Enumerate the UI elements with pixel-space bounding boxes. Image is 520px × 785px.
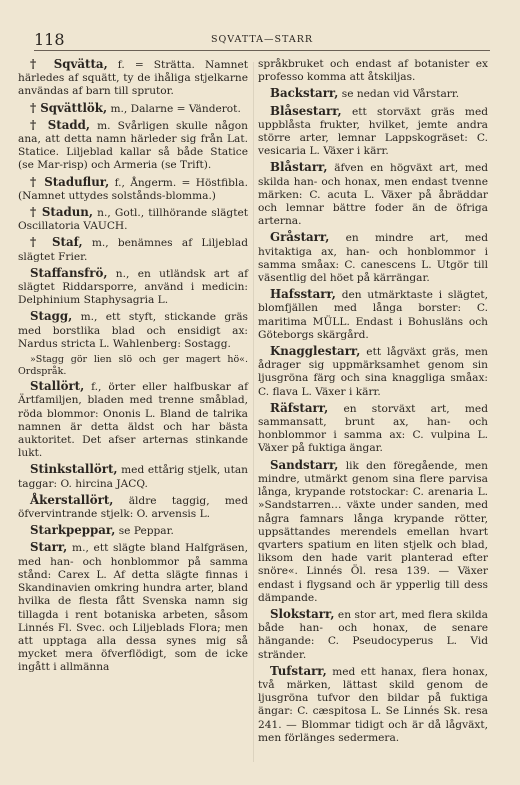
entry-text: m., benämnes af Liljeblad slägtet Frier. [18, 237, 248, 263]
dictionary-entry [258, 345, 488, 399]
dictionary-entry [18, 463, 248, 490]
entry-text: m., ett styft, stickande gräs med borstlika blad och ensidigt ax: Nardus stricta L. Wahlenberg: Sostagg. [18, 311, 248, 350]
dictionary-entry [18, 119, 248, 173]
entry-text: f., Ångerm. = Höstfibla. (Namnet uttydes solstånds-blomma.) [18, 176, 248, 202]
dictionary-entry [18, 267, 248, 308]
dictionary-entry [18, 494, 248, 521]
entry-text: äldre taggig, med öfvervintrande stjelk: O. arvensis L. [18, 494, 248, 521]
entry-text: f., örter eller halfbuskar af Ärtfamiljen, bladen med trenne småblad, röda blommor: Ononis L. Bland de talrika namnen är detta äldst och har bästa auktoritet. Det afser arternas stinkande lukt. [18, 381, 248, 460]
entry-text: f. = Strätta. Namnet härledes af squätt, ty de ihåliga stjelkarne användas af barn till sprutor. [18, 59, 248, 98]
headword: Blåsestarr, [270, 103, 342, 118]
headword: Starkpeppar, [30, 523, 116, 538]
entry-text: ett lågväxt gräs, men ådrager sig uppmärksamhet genom sin ljusgröna färg och sina knaggliga småax: C. flava L. Växer i kärr. [258, 346, 488, 398]
entry-text: en stor art, med flera skilda både han- och honax, de senare hängande: C. Pseudocyperus L. Vid stränder. [258, 608, 488, 661]
entry-text: m. Svårligen skulle någon ana, att detta namn härleder sig från Lat. Statice. Liljeblad kallar så både Statice (se Mar-risp) och Armeria (se Trift). [18, 119, 248, 172]
headword: Räfstarr, [270, 400, 329, 415]
headword: † Staf, [30, 235, 83, 250]
headword: † Sqvätta, [30, 57, 108, 71]
headword: Stagg, [30, 309, 73, 324]
headword: Slokstarr, [270, 606, 335, 621]
entry-text: äfven en högväxt art, med skilda han- och honax, men endast tvenne märken: C. acuta L. Växer på åbräddar och lemnar bättre foder än de öfriga arterna. [258, 162, 488, 228]
dictionary-entry [258, 105, 488, 159]
dictionary-entry [18, 58, 248, 99]
headword: Backstarr, [270, 86, 339, 101]
headword: Staffansfrö, [30, 265, 108, 280]
dictionary-entry [258, 402, 488, 456]
headword: † Staduflur, [30, 174, 110, 189]
dictionary-entry [18, 380, 248, 460]
dictionary-entry [258, 58, 488, 84]
entry-text: »Stagg gör lien slö och ger magert hö«. Ordspråk. [18, 354, 248, 377]
dictionary-entry [258, 608, 488, 662]
headword: Åkerstallört, [30, 492, 114, 507]
running-head: SQVATTA—STARR [210, 34, 314, 45]
entry-text: lik den föregående, men mindre, utmärkt genom sina flere parvisa långa, krypande rotstockar: C. arenaria L. »Sandstarren… växte under sanden, med några famnars långa krypande rötter, uppsättandes merendels emellan hvart qvarters spatium en liten stjelk och blad, liksom den hade varit planterad efter snöre«. Linnés Öl. resa 139. — Växer endast i flygsand och är ypperlig till dess dämpande. [258, 459, 488, 604]
page-header [34, 28, 490, 51]
column-gap [253, 62, 254, 762]
entry-text: ett storväxt gräs med uppblåsta frukter, hvilket, jemte andra större arter, lemnar Lappskogräset: C. vesicaria L. Växer i kärr. [258, 105, 488, 158]
headword: † Stadun, [30, 205, 93, 220]
headword: Gråstarr, [270, 230, 330, 245]
entry-text: en storväxt art, med sammansatt, brunt ax, han- och honblommor i samma ax: C. vulpina L. Växer på fuktiga ängar. [258, 402, 488, 455]
entry-text: m., Dalarne = Vänderot. [107, 102, 241, 115]
entry-text: se Peppar. [115, 525, 174, 538]
dictionary-entry [18, 176, 248, 203]
dictionary-entry [18, 102, 248, 116]
entry-text: n., en utländsk art af slägtet Riddarsporre, använd i medicin: Delphinium Staphysagria L. [18, 267, 248, 307]
dictionary-entry [18, 206, 248, 233]
entry-text: språkbruket och endast af botanister ex professo komma att åtskiljas. [258, 58, 488, 84]
headword: Tufstarr, [270, 663, 327, 678]
dictionary-entry [18, 354, 248, 377]
right-column [258, 58, 488, 748]
dictionary-entry [258, 161, 488, 228]
dictionary-entry [18, 541, 248, 674]
dictionary-entry [258, 288, 488, 342]
page-number: 118 [34, 30, 65, 49]
headword: Starr, [30, 540, 68, 555]
dictionary-entry [18, 310, 248, 351]
headword: Stallört, [30, 379, 85, 394]
dictionary-entry [258, 459, 488, 605]
left-column [18, 58, 248, 678]
entry-text: se nedan vid Vårstarr. [338, 88, 460, 101]
entry-text: den utmärktaste i slägtet, blomfjällen med långa borster: C. maritima MÜLL. Endast i Bohusläns och Göteborgs skärgård. [258, 289, 488, 341]
headword: † Sqvättlök, [30, 100, 108, 115]
dictionary-entry [18, 236, 248, 263]
dictionary-entry [258, 231, 488, 285]
dictionary-entry [18, 524, 248, 538]
entry-text: m., ett slägte bland Halfgräsen, med han- och honblommor på samma stånd: Carex L. Af detta slägte finnas i Skandinavien omkring hundra arter, bland hvilka de flesta fått Svenska namn sig tillagda i rent botaniska arbeten, såsom Linnés Fl. Svec. och Liljeblads Flora; men att upptaga alla dessa synes mig så mycket mera öfverflödigt, som de icke ingått i allmänna [18, 542, 248, 674]
entry-text: en mindre art, med hvitaktiga ax, han- och honblommor i samma småax: C. canescens L. Utgör till väsentlig del höet på kärrängar. [258, 232, 488, 285]
entry-text: med ett hanax, flera honax, två märken, lättast skild genom de ljusgröna tufvor den bildar på fuktiga ängar: C. cæspitosa L. Se Linnés Sk. resa 241. — Blommar tidigt och är då lågväxt, men förlänges sedermera. [258, 665, 488, 744]
headword: Blåstarr, [270, 160, 328, 175]
dictionary-entry [258, 665, 488, 745]
headword: Sandstarr, [270, 457, 339, 472]
headword: Knagglestarr, [270, 344, 361, 359]
entry-text: med ettårig stjelk, utan taggar: O. hircina JACQ. [18, 464, 248, 490]
entry-text: n., Gotl., tillhörande slägtet Oscillatoria VAUCH. [18, 207, 248, 233]
dictionary-entry [258, 87, 488, 101]
headword: † Stadd, [30, 117, 90, 132]
headword: Hafsstarr, [270, 287, 336, 302]
headword: Stinkstallört, [30, 462, 118, 477]
